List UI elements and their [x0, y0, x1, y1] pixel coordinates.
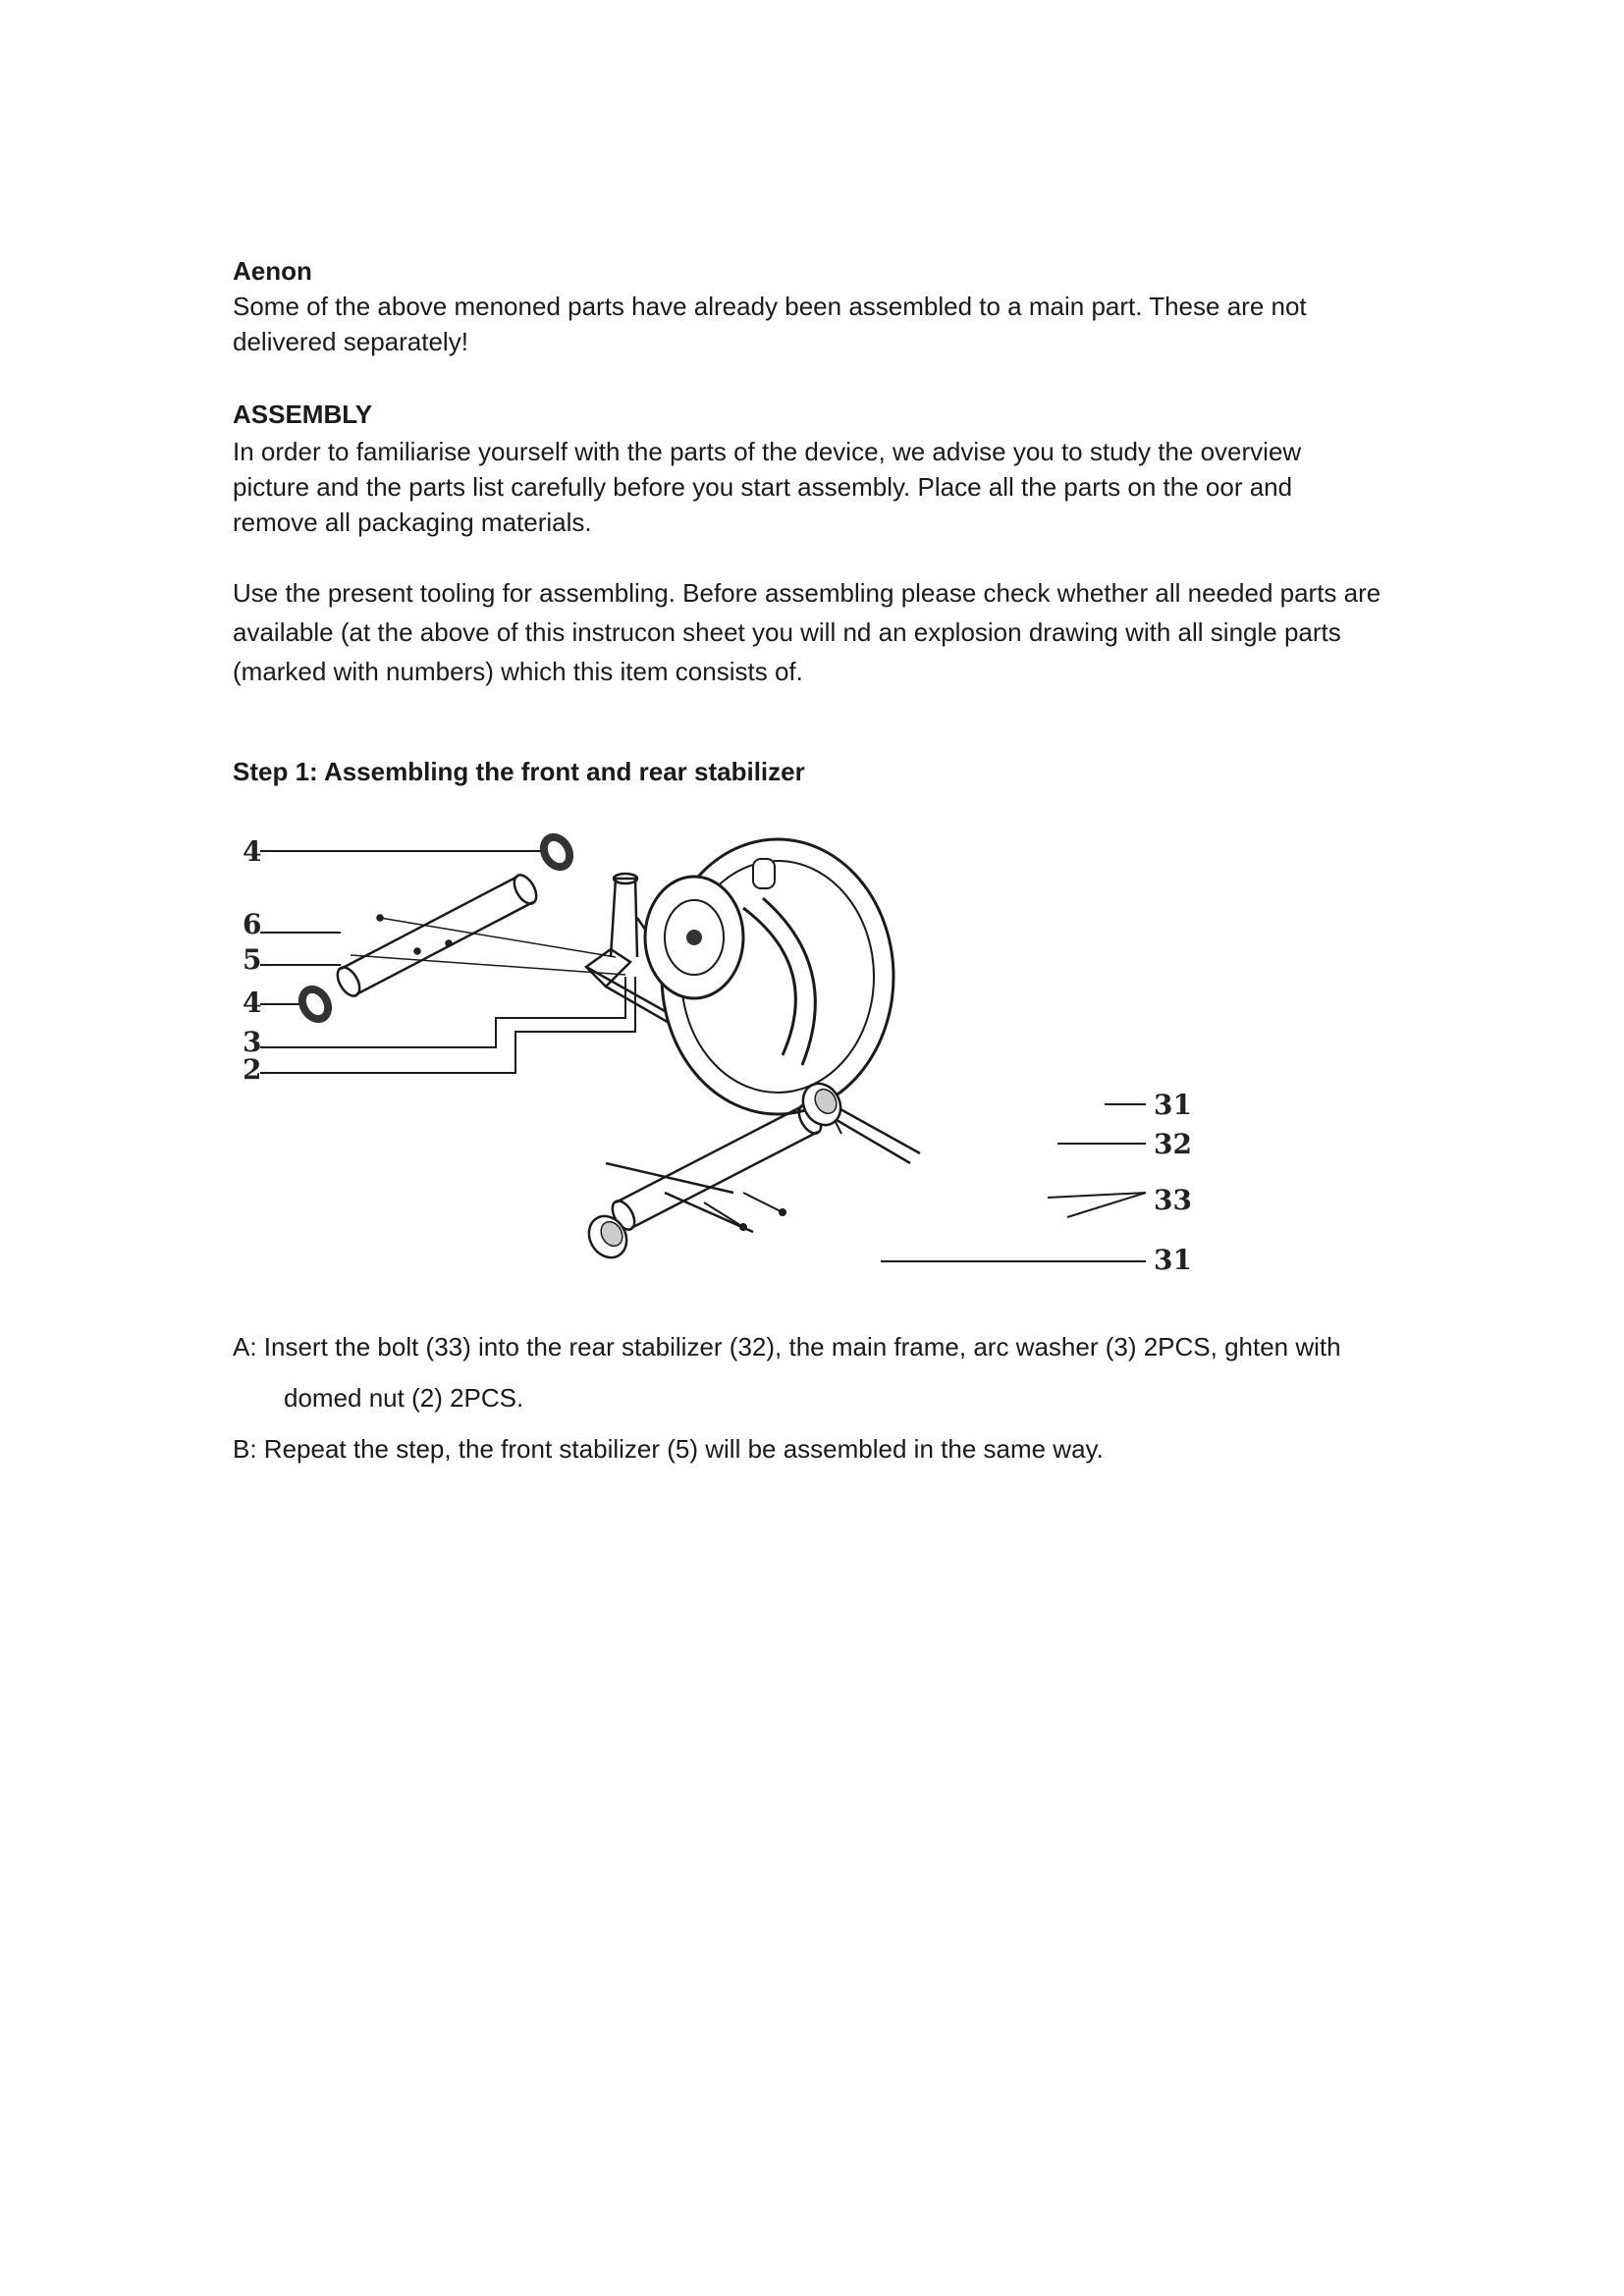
- instruction-a: A: Insert the bolt (33) into the rear stabilizer (32), the main frame, arc washer (3) 2PCS, ghten with: [233, 1332, 1341, 1362]
- instruction-b: B: Repeat the step, the front stabilizer (5) will be assembled in the same way.: [233, 1434, 1104, 1464]
- assembly-line: Use the present tooling for assembling. Before assembling please check whether all needed parts are: [233, 578, 1381, 608]
- front-end-caps: [292, 828, 580, 1030]
- assembly-intro: [233, 434, 1301, 540]
- rear-stabilizer: [606, 1101, 826, 1234]
- leader-lines-right: [881, 1104, 1146, 1261]
- callout-5: 5: [243, 943, 262, 976]
- callout-4-bottom: 4: [243, 987, 262, 1019]
- assembly-line: (marked with numbers) which this item consists of.: [233, 657, 803, 686]
- front-stabilizer: [333, 872, 541, 1000]
- rear-bolts: [704, 1193, 785, 1230]
- assembly-line: available (at the above of this instrucon sheet you will nd an explosion drawing with all single parts: [233, 617, 1341, 647]
- assembly-diagram: [233, 820, 1195, 1281]
- flywheel-housing: [645, 839, 893, 1134]
- instruction-a-cont: domed nut (2) 2PCS.: [284, 1383, 524, 1413]
- assembly-line: In order to familiarise yourself with the parts of the device, we advise you to study the overview: [233, 437, 1302, 466]
- assembly-tooling: [233, 573, 1380, 691]
- attention-line: delivered separately!: [233, 327, 468, 356]
- callout-2: 2: [243, 1053, 262, 1086]
- callout-3: 3: [243, 1026, 262, 1058]
- callout-31-top: 31: [1154, 1089, 1192, 1121]
- attention-line: Some of the above menoned parts have already been assembled to a main part. These are not: [233, 292, 1307, 321]
- attention-heading: Aenon: [233, 256, 312, 286]
- assembly-heading: ASSEMBLY: [233, 400, 373, 429]
- callout-32: 32: [1154, 1128, 1192, 1160]
- rear-end-caps: [581, 1077, 847, 1264]
- assembly-line: picture and the parts list carefully before you start assembly. Place all the parts on the oor and: [233, 472, 1293, 502]
- step1-heading: Step 1: Assembling the front and rear stabilizer: [233, 757, 805, 786]
- assembly-line: remove all packaging materials.: [233, 507, 592, 537]
- alignment-lines: [351, 915, 625, 975]
- attention-text: [233, 289, 1307, 359]
- callout-4-top: 4: [243, 835, 262, 868]
- callout-6: 6: [243, 908, 262, 940]
- callout-31-bottom: 31: [1154, 1244, 1192, 1276]
- callout-33: 33: [1154, 1184, 1192, 1216]
